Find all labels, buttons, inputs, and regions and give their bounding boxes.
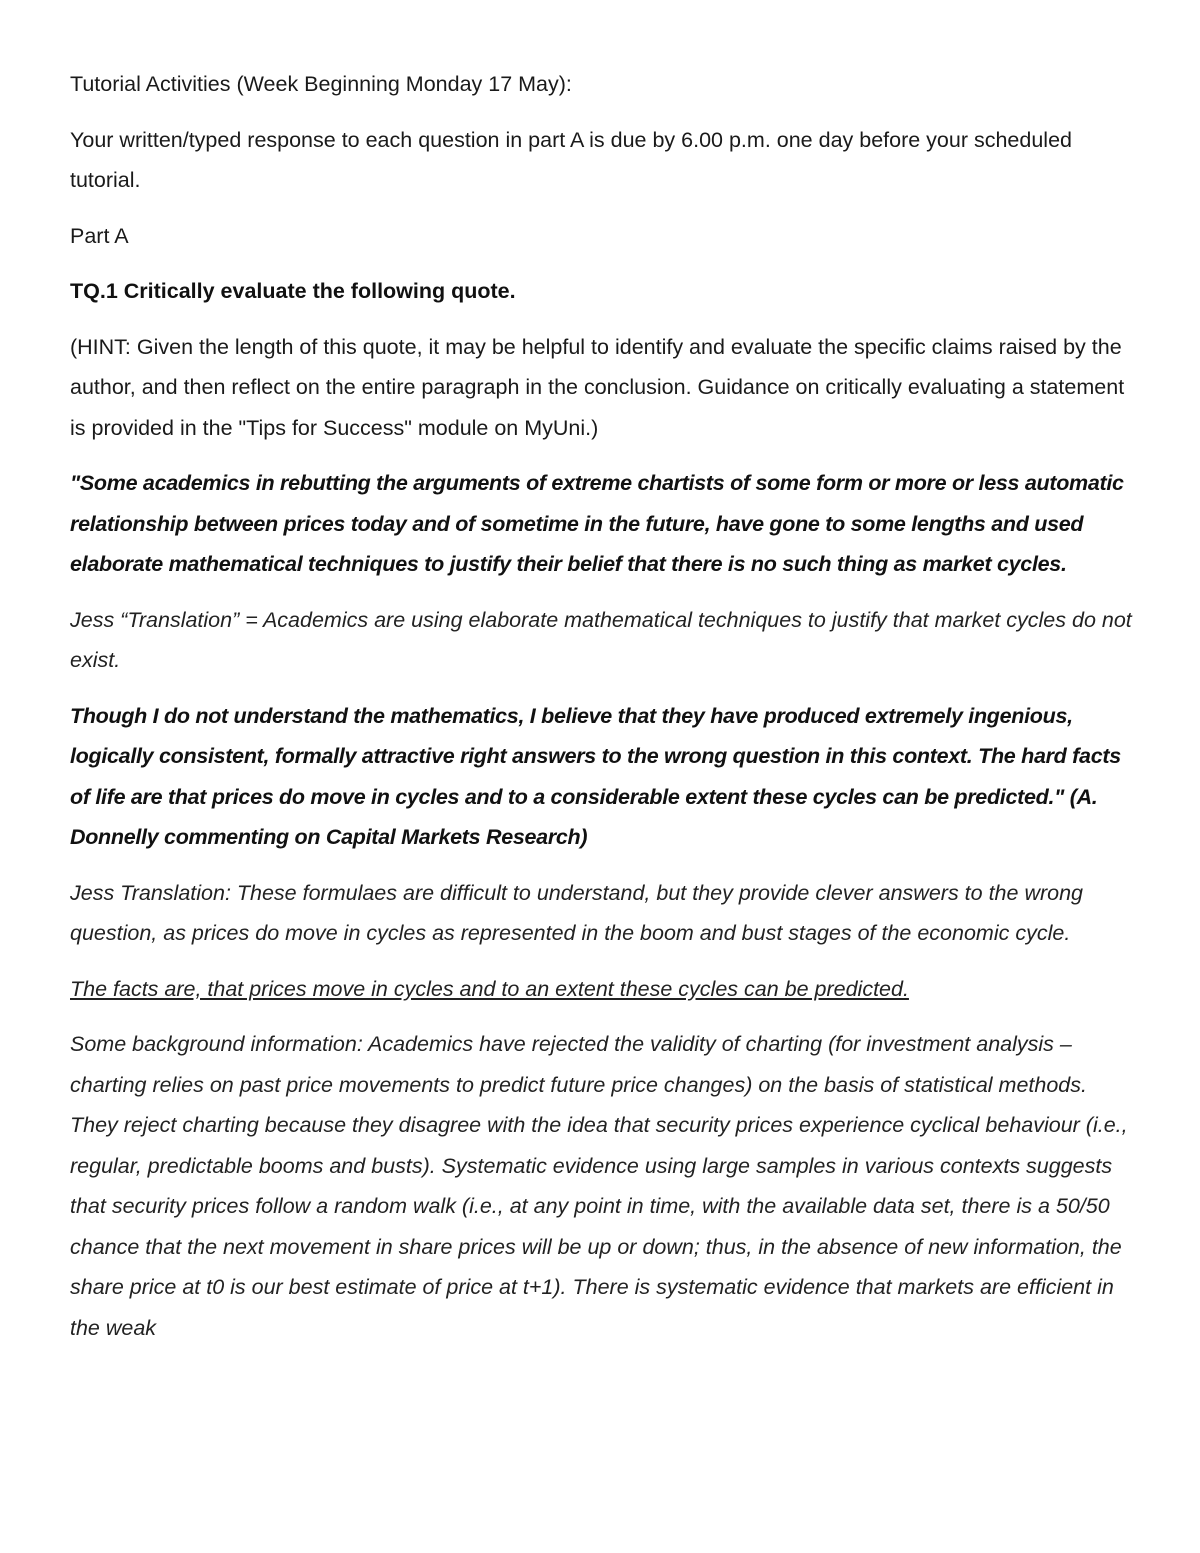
translation-2: Jess Translation: These formulaes are difficult to understand, but they provide clever answers to the wrong question, as prices do move in cycles as represented in the boom and bust stages of the economic cycle.	[70, 880, 1083, 945]
intro-paragraph: Your written/typed response to each question in part A is due by 6.00 p.m. one day before your scheduled tutorial.	[70, 127, 1072, 192]
quote-part-2: Though I do not understand the mathematics, I believe that they have produced extremely ingenious, logically consistent, formally attractive right answers to the wrong question in this context. The hard facts of life are that prices do move in cycles and to a considerable extent these cycles can be predicted." (A. Donnelly commenting on Capital Markets Research)	[70, 703, 1121, 849]
part-label: Part A	[70, 223, 129, 248]
quote-part-1: "Some academics in rebutting the arguments of extreme chartists of some form or more or less automatic relationship between prices today and of sometime in the future, have gone to some lengths and used elaborate mathematical techniques to justify their belief that there is no such thing as market cycles.	[70, 471, 1124, 576]
translation-1: Jess “Translation” = Academics are using elaborate mathematical techniques to justify that market cycles do not exist.	[70, 607, 1132, 672]
background-paragraph: Some background information: Academics have rejected the validity of charting (for investment analysis – charting relies on past price movements to predict future price changes) on the basis of statistical methods. They reject charting because they disagree with the idea that security prices experience cyclical behaviour (i.e., regular, predictable booms and busts). Systematic evidence using large samples in various contexts suggests that security prices follow a random walk (i.e., at any point in time, with the available data set, there is a 50/50 chance that the next movement in share prices will be up or down; thus, in the absence of new information, the share price at t0 is our best estimate of price at t+1). There is systematic evidence that markets are efficient in the weak	[70, 1032, 1128, 1340]
question-heading: TQ.1 Critically evaluate the following quote.	[70, 279, 516, 303]
document-page	[70, 64, 1140, 1363]
hint-paragraph: (HINT: Given the length of this quote, it may be helpful to identify and evaluate the specific claims raised by the author, and then reflect on the entire paragraph in the conclusion. Guidance on critically evaluating a statement is provided in the "Tips for Success" module on MyUni.)	[70, 334, 1125, 440]
facts-statement: The facts are, that prices move in cycles and to an extent these cycles can be predicted.	[70, 976, 909, 1001]
document-title: Tutorial Activities (Week Beginning Monday 17 May):	[70, 72, 572, 96]
